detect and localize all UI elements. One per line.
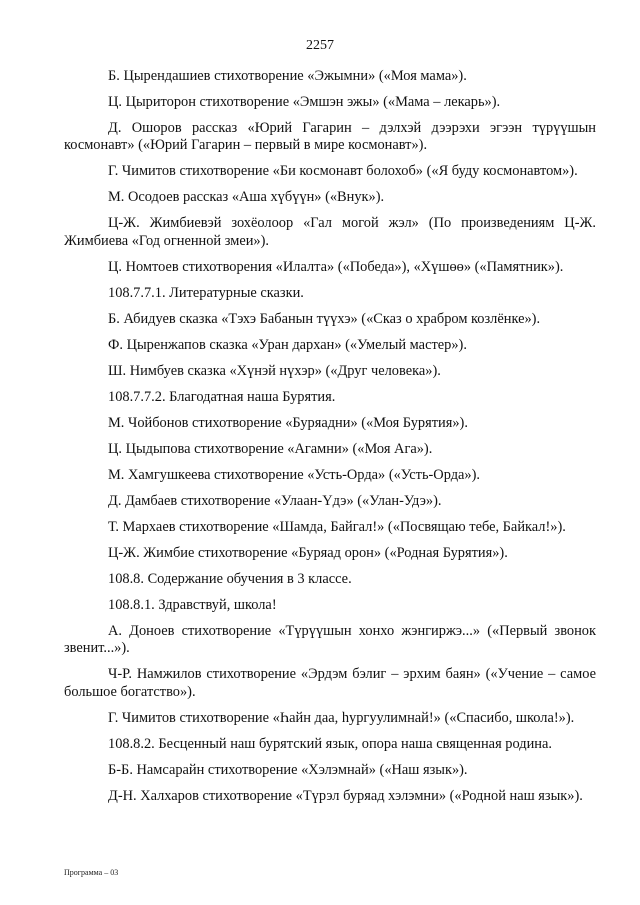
paragraph: М. Чойбонов стихотворение «Буряадни» («Моя Бурятия»).: [108, 414, 468, 431]
paragraph: Г. Чимитов стихотворение «Һайн даа, һургуулимнай!» («Спасибо, школа!»).: [108, 709, 575, 726]
paragraph: Ц-Ж. Жимбиевэй зохёолоор «Гал могой жэл» (По произведениям Ц-Ж. Жимбиева «Год огненной змеи»).: [64, 215, 596, 249]
paragraph: Д-Н. Халхаров стихотворение «Түрэл буряад хэлэмни» («Родной наш язык»).: [108, 787, 583, 804]
section-heading: 108.7.7.1. Литературные сказки.: [108, 284, 304, 301]
paragraph: Ч-Р. Намжилов стихотворение «Эрдэм бэлиг – эрхим баян» («Учение – самое большое богатство»).: [64, 666, 596, 700]
paragraph: Ц. Цыриторон стихотворение «Эмшэн эжы» («Мама – лекарь»).: [108, 94, 501, 110]
paragraph: Т. Мархаев стихотворение «Шамда, Байгал!» («Посвящаю тебе, Байкал!»).: [108, 518, 566, 535]
paragraph: М. Хамгушкеева стихотворение «Усть-Орда» («Усть-Орда»).: [108, 466, 480, 483]
body-text: [64, 68, 596, 814]
paragraph: Ц. Номтоев стихотворения «Илалта» («Победа»), «Хүшөө» («Памятник»).: [108, 258, 564, 275]
section-heading: 108.8. Содержание обучения в 3 классе.: [108, 570, 352, 587]
paragraph: М. Осодоев рассказ «Аша хүбүүн» («Внук»).: [108, 189, 385, 206]
paragraph: Д. Дамбаев стихотворение «Улаан-Үдэ» («Улан-Удэ»).: [108, 492, 442, 509]
paragraph: Б-Б. Намсарайн стихотворение «Хэлэмнай» («Наш язык»).: [108, 761, 468, 778]
paragraph: Б. Цырендашиев стихотворение «Эжымни» («Моя мама»).: [108, 68, 467, 84]
paragraph: Ш. Нимбуев сказка «Хүнэй нүхэр» («Друг человека»).: [108, 362, 441, 379]
section-heading: 108.7.7.2. Благодатная наша Бурятия.: [108, 388, 336, 405]
footer-label: Программа – 03: [64, 868, 119, 877]
section-heading: 108.8.1. Здравствуй, школа!: [108, 596, 277, 613]
section-heading: 108.8.2. Бесценный наш бурятский язык, опора наша священная родина.: [108, 735, 552, 752]
paragraph: Ц-Ж. Жимбие стихотворение «Буряад орон» («Родная Бурятия»).: [108, 544, 508, 561]
paragraph: Д. Ошоров рассказ «Юрий Гагарин – дэлхэй дээрэхи эгээн түрүүшын космонавт» («Юрий Гагарин – первый в мире космонавт»).: [64, 120, 596, 154]
paragraph: А. Доноев стихотворение «Түрүүшын хонхо жэнгиржэ...» («Первый звонок звенит...»).: [64, 622, 596, 657]
paragraph: Ц. Цыдыпова стихотворение «Агамни» («Моя Ага»).: [108, 440, 433, 457]
page-number: 2257: [306, 38, 334, 53]
paragraph: Б. Абидуев сказка «Тэхэ Бабанын түүхэ» («Сказ о храбром козлёнке»).: [108, 310, 541, 327]
paragraph: Г. Чимитов стихотворение «Би космонавт болохоб» («Я буду космонавтом»).: [108, 163, 578, 180]
paragraph: Ф. Цыренжапов сказка «Уран дархан» («Умелый мастер»).: [108, 336, 467, 353]
